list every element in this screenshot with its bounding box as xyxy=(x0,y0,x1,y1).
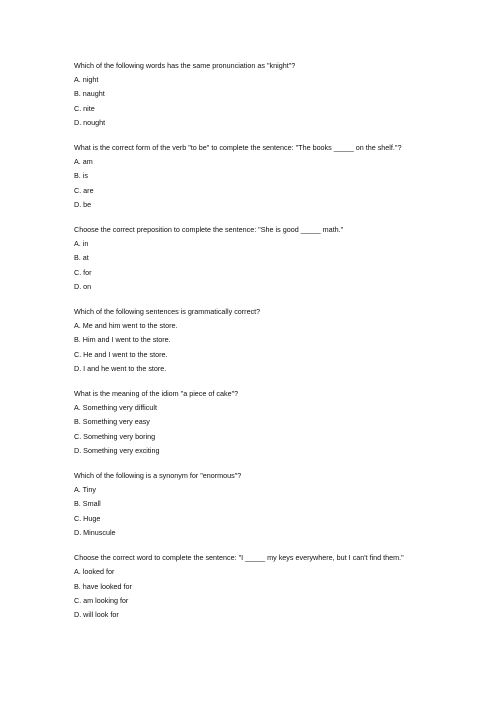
question-6-option-b: B. Small xyxy=(74,499,101,509)
question-7-option-d: D. will look for xyxy=(74,609,119,619)
question-3-option-c: C. for xyxy=(74,267,92,277)
question-1-option-b: B. naught xyxy=(74,89,105,99)
question-7-option-a: A. looked for xyxy=(74,567,115,577)
question-6-option-a: A. Tiny xyxy=(74,485,96,495)
question-7-text: Choose the correct word to complete the sentence: "I _____ my keys everywhere, but I can't find them." xyxy=(74,553,404,563)
question-1 xyxy=(74,59,422,130)
question-2-option-d: D. be xyxy=(74,199,92,209)
question-6-option-d: D. Minuscule xyxy=(74,527,116,537)
question-1-option-a: A. night xyxy=(74,75,99,85)
question-5 xyxy=(74,387,422,458)
question-5-option-c: C. Something very boring xyxy=(74,431,156,441)
question-5-text: What is the meaning of the idiom "a piece of cake"? xyxy=(74,389,239,399)
question-3-option-b: B. at xyxy=(74,253,89,263)
question-2 xyxy=(74,141,422,212)
question-7 xyxy=(74,551,422,622)
question-5-option-d: D. Something very exciting xyxy=(74,445,160,455)
question-5-option-a: A. Something very difficult xyxy=(74,403,157,413)
question-1-text: Which of the following words has the same pronunciation as "knight"? xyxy=(74,61,296,70)
question-6-option-c: C. Huge xyxy=(74,513,101,523)
question-7-option-b: B. have looked for xyxy=(74,581,132,591)
question-4 xyxy=(74,305,422,376)
question-3-option-a: A. in xyxy=(74,239,89,249)
question-2-option-a: A. am xyxy=(74,157,93,167)
question-4-option-d: D. I and he went to the store. xyxy=(74,363,167,373)
question-3-option-d: D. on xyxy=(74,281,92,291)
question-4-option-c: C. He and I went to the store. xyxy=(74,349,168,359)
question-6-text: Which of the following is a synonym for "enormous"? xyxy=(74,471,242,481)
question-2-text: What is the correct form of the verb "to be" to complete the sentence: "The books _____ on the shelf."? xyxy=(74,143,402,153)
question-6 xyxy=(74,469,422,540)
question-7-option-c: C. am looking for xyxy=(74,595,129,605)
question-4-option-a: A. Me and him went to the store. xyxy=(74,321,178,331)
question-2-option-b: B. is xyxy=(74,171,88,181)
question-3 xyxy=(74,223,422,294)
question-3-text: Choose the correct preposition to complete the sentence: "She is good _____ math." xyxy=(74,225,344,235)
question-2-option-c: C. are xyxy=(74,185,94,195)
question-5-option-b: B. Something very easy xyxy=(74,417,150,427)
question-4-text: Which of the following sentences is grammatically correct? xyxy=(74,307,261,317)
question-1-option-c: C. nite xyxy=(74,103,95,113)
question-1-option-d: D. nought xyxy=(74,117,106,127)
question-4-option-b: B. Him and I went to the store. xyxy=(74,335,171,345)
question-list xyxy=(74,59,422,633)
